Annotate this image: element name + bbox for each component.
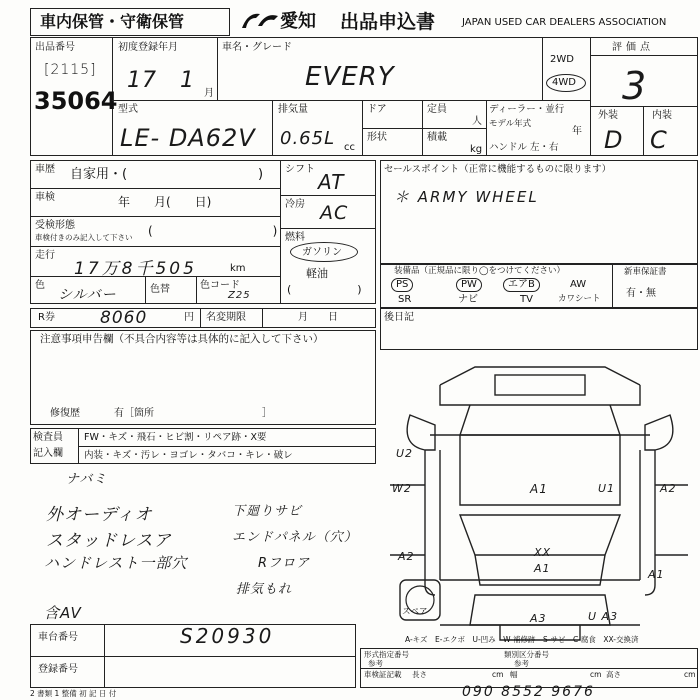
new-warranty-value: 有・無 — [626, 288, 656, 299]
dealer-label: ディーラー・並行 — [489, 104, 565, 115]
damage-mark-a1-rear: A1 — [534, 562, 551, 575]
handwritten-note-5: 含AV — [44, 604, 82, 622]
fuel-label: 燃料 — [285, 232, 305, 243]
receive-parens: ( ) — [148, 224, 278, 238]
interior-grade: C — [650, 126, 668, 154]
selling-points-value: ＊ ARMY WHEEL — [394, 188, 539, 206]
selling-points-box — [380, 160, 698, 264]
rating-score: 3 — [622, 64, 648, 108]
ac-value: AC — [320, 202, 349, 224]
damage-mark-a1-right: A1 — [648, 568, 665, 581]
lot-sub-number: [2115] — [44, 62, 97, 78]
damage-mark-a2-left: A2 — [398, 550, 415, 563]
shift-value: AT — [318, 170, 345, 194]
history-close: ) — [258, 167, 264, 182]
receive-label: 受検形態 — [35, 220, 75, 231]
equip-tv: TV — [520, 294, 533, 305]
color-change-label: 色替 — [150, 284, 170, 295]
first-reg-year: 17 — [127, 68, 157, 93]
load-label: 積載 — [427, 132, 447, 143]
type-value: LE- DA62V — [120, 124, 256, 152]
inspector-line-1: FW・キズ・飛石・ヒビ割・リペア跡・X要 — [84, 432, 267, 443]
exterior-grade: D — [604, 126, 624, 154]
handwritten-right-2: エンドパネル（穴） — [232, 530, 358, 545]
damage-legend: A-キズ E-エクボ U-凹み W-補修跡 S-サビ C-腐食 XX-交換済 — [405, 635, 639, 644]
history-label: 車歴 — [35, 164, 55, 175]
shape-label: 形状 — [367, 132, 387, 143]
damage-mark-u1: U1 — [598, 482, 616, 495]
equip-airbag: エアB — [503, 278, 540, 292]
inspector-label-1: 検査員 — [33, 432, 63, 443]
damage-mark-xx: XX — [534, 546, 552, 559]
equip-sr: SR — [398, 294, 412, 305]
new-warranty-label: 新車保証書 — [624, 267, 667, 277]
footer-marks: 2 書類 1 整備 初 記 日 付 — [30, 689, 117, 698]
repair-close: ］ — [262, 408, 272, 419]
receive-sub: 車検付きのみ記入して下さい — [35, 233, 133, 242]
reg-label: 登録番号 — [38, 664, 78, 675]
equip-ps: PS — [391, 278, 413, 292]
mileage-unit: km — [230, 263, 246, 274]
association-name: JAPAN USED CAR DEALERS ASSOCIATION — [462, 17, 667, 28]
vehicle-cert-label: 車検証記載 — [364, 670, 402, 679]
first-reg-month: 1 — [180, 68, 195, 93]
displacement-value: 0.65L — [280, 128, 336, 149]
color-value: シルバー — [58, 287, 117, 303]
recycle-label: R券 — [38, 312, 55, 323]
rating-label: 評価点 — [612, 42, 654, 53]
car-diagram — [380, 355, 698, 650]
equip-leather: カワシート — [558, 294, 601, 304]
cc-unit: cc — [344, 142, 355, 153]
door-label: ドア — [367, 104, 387, 115]
class-label: 類別区分番号 — [504, 650, 549, 659]
color-label: 色 — [35, 280, 45, 291]
first-reg-label: 初度登録年月 — [118, 42, 178, 53]
first-reg-month-unit: 月 — [204, 88, 214, 99]
fuel-diesel: 軽油 — [306, 267, 328, 280]
selling-points-label: セールスポイント（正常に機能するものに限ります） — [384, 164, 612, 175]
lot-label: 出品番号 — [35, 42, 75, 53]
shift-label: シフト — [285, 164, 315, 175]
equip-pw: PW — [456, 278, 482, 292]
recycle-value: 8060 — [100, 308, 148, 328]
damage-mark-w2: W2 — [392, 482, 412, 495]
height-label: 高さ — [606, 670, 621, 679]
length-label: 長さ — [412, 670, 427, 679]
cert-label-1: 形式指定番号 — [364, 650, 409, 659]
org-name: 愛知 — [280, 11, 316, 32]
damage-mark-a1-center: A1 — [530, 482, 548, 496]
handwritten-note-1: ナバミ — [66, 472, 108, 487]
name-change-value: 月 日 — [298, 312, 338, 323]
year-unit: 年 — [572, 126, 582, 137]
load-unit: kg — [470, 144, 483, 155]
name-change-label: 名変期限 — [206, 312, 246, 323]
length-unit: cm — [492, 670, 504, 679]
doc-title: 出品申込書 — [340, 11, 436, 33]
notes-label: 注意事項申告欄（不具合内容等は具体的に記入して下さい） — [40, 333, 324, 345]
handwritten-note-3: スタッドレスア — [46, 531, 172, 551]
phone-number: 090 8552 9676 — [462, 684, 595, 700]
handwritten-note-4: ハンドレスト一部穴 — [44, 554, 188, 572]
handwritten-right-1: 下廻りサビ — [232, 504, 303, 519]
ju-logo-icon — [238, 10, 282, 32]
capacity-unit: 人 — [472, 116, 482, 127]
model-value: EVERY — [305, 62, 395, 92]
damage-mark-u-a3: U A3 — [588, 610, 619, 623]
inspector-line-2: 内装・キズ・汚レ・ヨゴレ・タバコ・キレ・破レ — [84, 450, 293, 461]
spare-label: スペア — [402, 607, 428, 617]
handwritten-note-2: 外オーディオ — [46, 505, 153, 525]
repair-label: 修復歴 — [50, 408, 80, 419]
equip-navi: ナビ — [458, 294, 478, 305]
after-notes-box — [380, 308, 698, 350]
equipment-label: 装備品（正規品に限り◯をつけてください） — [394, 266, 566, 276]
handwritten-right-4: 排気もれ — [236, 582, 293, 597]
mileage-value: 17万8千505 — [74, 259, 197, 279]
drive-4wd: 4WD — [552, 77, 576, 88]
width-label: 幅 — [510, 670, 518, 679]
type-label: 型式 — [118, 104, 138, 115]
inspection-value: 年 月( 日) — [118, 195, 212, 209]
capacity-label: 定員 — [427, 104, 447, 115]
color-code-label: 色コード — [200, 280, 240, 291]
handle-label: ハンドル 左・右 — [489, 142, 559, 153]
equip-aw: AW — [570, 279, 587, 290]
ac-label: 冷房 — [285, 199, 305, 210]
interior-label: 内装 — [652, 110, 672, 121]
storage-note: 車内保管・守衛保管 — [40, 12, 185, 31]
displacement-label: 排気量 — [278, 104, 308, 115]
damage-mark-a3: A3 — [530, 612, 547, 625]
history-value: 自家用・( — [70, 167, 128, 182]
drive-2wd: 2WD — [550, 54, 574, 65]
lot-number: 35064 — [34, 87, 118, 115]
repair-value: 有［箇所 — [114, 408, 154, 419]
damage-mark-u2: U2 — [396, 447, 414, 460]
mileage-label: 走行 — [35, 250, 55, 261]
damage-mark-a2-right: A2 — [660, 482, 677, 495]
model-year-label: モデル年式 — [489, 119, 532, 129]
fuel-gasoline: ガソリン — [302, 247, 342, 258]
fuel-parens: ( ) — [287, 283, 362, 296]
class-ref: 参考 — [514, 659, 529, 668]
chassis-value: S20930 — [180, 624, 275, 648]
width-unit: cm — [590, 670, 602, 679]
model-label: 車名・グレード — [222, 42, 292, 53]
cert-label-2: 参考 — [368, 659, 383, 668]
recycle-unit: 円 — [184, 312, 194, 323]
inspection-label: 車検 — [35, 192, 55, 203]
exterior-label: 外装 — [598, 110, 618, 121]
after-notes-label: 後日記 — [384, 312, 414, 323]
inspector-label-2: 記入欄 — [33, 448, 63, 459]
handwritten-right-3: Rフロア — [258, 556, 311, 571]
chassis-label: 車台番号 — [38, 632, 78, 643]
color-code-value: Z25 — [228, 290, 251, 301]
height-unit: cm — [684, 670, 696, 679]
